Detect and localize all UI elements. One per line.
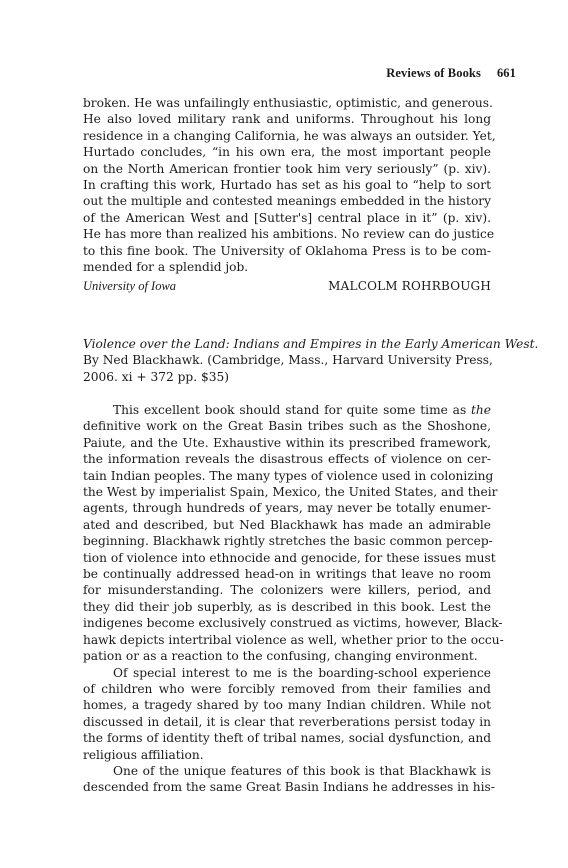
previous-review-conclusion — [83, 95, 496, 275]
citation-line: By Ned Blackhawk. (Cambridge, Mass., Harvard University Press, — [83, 353, 493, 368]
text-line: of the American West and [Sutter's] central place in it” (p. xiv). — [83, 210, 491, 225]
text-line: definitive work on the Great Basin tribes such as the Shoshone, — [83, 419, 491, 434]
text-line: they did their job superbly, as is described in this book. Lest the — [83, 599, 491, 614]
paragraph-first-line — [83, 402, 491, 418]
text-line: discussed in detail, it is clear that reverberations persist today in — [83, 714, 491, 729]
text-line: the West by imperialist Spain, Mexico, the United States, and their — [83, 485, 498, 500]
text-line: Hurtado concludes, “in his own era, the most important people — [83, 145, 491, 160]
text-line: the forms of identity theft of tribal names, social dysfunction, and — [83, 731, 491, 746]
text-line: religious affiliation. — [83, 747, 204, 762]
text-line: pation or as a reaction to the confusing, changing environment. — [83, 649, 478, 664]
text-line: to this fine book. The University of Oklahoma Press is to be com- — [83, 243, 491, 258]
text-line: He also loved military rank and uniforms. Throughout his long — [83, 112, 491, 127]
text-line: residence in a changing California, he was always an outsider. Yet, — [83, 128, 496, 143]
text-line: descended from the same Great Basin Indians he addresses in his- — [83, 780, 495, 795]
reviewer-name: MALCOLM ROHRBOUGH — [328, 279, 491, 293]
text-line: the information reveals the disastrous effects of violence on cer- — [83, 452, 491, 467]
book-title: Violence over the Land: Indians and Empires in the Early American West. — [83, 337, 539, 351]
running-head-title: Reviews of Books — [386, 66, 481, 80]
text-segment: This excellent book should stand for quite some time as — [113, 403, 472, 417]
text-line: agents, through hundreds of years, may never be totally enumer- — [83, 501, 491, 516]
reviewer-signature — [83, 279, 491, 294]
citation-line: 2006. xi + 372 pp. $35) — [83, 369, 230, 384]
text-line: mended for a splendid job. — [83, 260, 249, 275]
review-body — [83, 402, 504, 796]
reviewer-institution: University of Iowa — [83, 279, 177, 293]
text-line: tain Indian peoples. The many types of violence used in colonizing — [83, 468, 494, 483]
text-line: ated and described, but Ned Blackhawk has made an admirable — [83, 517, 491, 532]
text-line: Paiute, and the Ute. Exhaustive within its prescribed framework, — [83, 435, 491, 450]
running-head — [386, 66, 516, 81]
text-line: Of special interest to me is the boarding-school experience — [113, 665, 491, 680]
text-line: for misunderstanding. The colonizers were killers, period, and — [83, 583, 491, 598]
text-line: tion of violence into ethnocide and genocide, for these issues must — [83, 550, 496, 565]
emphasis-text: the — [471, 403, 491, 417]
book-citation — [83, 336, 539, 385]
text-line: out the multiple and contested meanings embedded in the history — [83, 194, 491, 209]
text-line: He has more than realized his ambitions. No review can do justice — [83, 227, 495, 242]
text-line: be continually addressed head-on in writings that leave no room — [83, 567, 491, 582]
page-number: 661 — [496, 66, 516, 80]
text-line: beginning. Blackhawk rightly stretches the basic common percep- — [83, 534, 493, 549]
text-line: homes, a tragedy shared by too many Indian children. While not — [83, 698, 491, 713]
text-line: In crafting this work, Hurtado has set as his goal to “help to sort — [83, 178, 491, 193]
text-line: on the North American frontier took him very seriously” (p. xiv). — [83, 161, 491, 176]
text-line: of children who were forcibly removed from their families and — [83, 681, 491, 696]
text-line: hawk depicts intertribal violence as well, whether prior to the occu- — [83, 632, 504, 647]
text-line: broken. He was unfailingly enthusiastic, optimistic, and generous. — [83, 96, 493, 110]
text-line: One of the unique features of this book is that Blackhawk is — [113, 763, 491, 778]
text-line: indigenes become exclusively construed as victims, however, Black- — [83, 616, 503, 631]
